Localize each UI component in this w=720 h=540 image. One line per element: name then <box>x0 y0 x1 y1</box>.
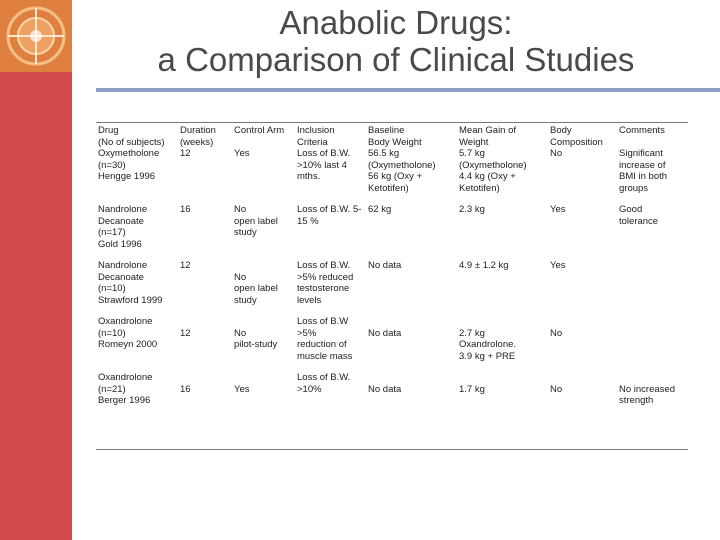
cell-drug: Oxandrolone (n=10) Romeyn 2000 <box>98 316 158 350</box>
cell-baseline: No data <box>368 260 402 271</box>
table-row <box>96 316 688 372</box>
header-comments: Comments <box>619 125 665 136</box>
cell-control: No pilot-study <box>234 327 278 350</box>
cell-drug: Oxymetholone (n=30) Hengge 1996 <box>98 148 160 182</box>
medical-emblem-icon <box>0 0 72 72</box>
table-row <box>96 204 688 260</box>
slide-title <box>92 4 700 78</box>
cell-gain: 5.7 kg (Oxymetholone) 4.4 kg (Oxy + Ketotifen) <box>459 148 527 194</box>
header-drug: Drug (No of subjects) <box>98 125 165 148</box>
cell-control: No open label study <box>234 204 278 238</box>
cell-baseline: No data <box>368 327 402 339</box>
cell-baseline: 62 kg <box>368 204 392 215</box>
cell-composition: No <box>550 148 563 159</box>
header-mean-gain: Mean Gain of Weight <box>459 125 517 148</box>
cell-baseline: 56.5 kg (Oxymetholone) 56 kg (Oxy + Ketotifen) <box>368 148 436 194</box>
table-row <box>96 372 688 449</box>
header-inclusion-criteria: Inclusion Criteria <box>297 125 335 148</box>
cell-inclusion: Loss of B.W >5% reduction of muscle mass <box>297 316 353 362</box>
cell-comments: Good tolerance <box>619 204 659 227</box>
cell-composition: No <box>550 327 563 339</box>
corner-logo <box>0 0 72 72</box>
cell-comments <box>617 260 688 316</box>
cell-control: Yes <box>234 383 250 395</box>
cell-comments: No increased strength <box>619 383 675 406</box>
cell-comments: Significant increase of BMI in both groups <box>619 148 668 194</box>
table-header-row <box>96 123 688 149</box>
studies-table-container <box>96 122 688 450</box>
cell-baseline: No data <box>368 383 402 395</box>
cell-composition: Yes <box>550 260 566 271</box>
cell-inclusion: Loss of B.W. >10% <box>297 372 351 395</box>
cell-inclusion: Loss of B.W. 5- 15 % <box>297 204 362 227</box>
table-row <box>96 148 688 204</box>
cell-inclusion: Loss of B.W. >10% last 4 mths. <box>297 148 351 182</box>
cell-duration: 12 <box>180 327 191 339</box>
cell-comments <box>617 316 688 372</box>
cell-composition: No <box>550 383 563 395</box>
cell-duration: 12 <box>180 260 191 271</box>
cell-composition: Yes <box>550 204 566 215</box>
cell-control: No open label study <box>234 271 278 306</box>
title-divider <box>96 88 720 92</box>
cell-inclusion: Loss of B.W. >5% reduced testosterone levels <box>297 260 354 306</box>
cell-control: Yes <box>234 148 250 159</box>
title-line-1: Anabolic Drugs: <box>279 4 513 41</box>
cell-duration: 16 <box>180 204 191 215</box>
header-baseline-weight: Baseline Body Weight <box>368 125 422 148</box>
title-line-2: a Comparison of Clinical Studies <box>157 41 635 78</box>
cell-duration: 16 <box>180 383 191 395</box>
cell-gain: 2.7 kg Oxandrolone. 3.9 kg + PRE <box>459 327 517 362</box>
table-row <box>96 260 688 316</box>
header-body-composition: Body Composition <box>550 125 603 148</box>
cell-gain: 4.9 ± 1.2 kg <box>459 260 509 271</box>
header-duration: Duration (weeks) <box>180 125 216 148</box>
studies-table <box>96 122 688 450</box>
cell-drug: Nandrolone Decanoate (n=17) Gold 1996 <box>98 204 148 250</box>
cell-drug: Oxandrolone (n=21) Berger 1996 <box>98 372 153 406</box>
cell-gain: 1.7 kg <box>459 383 485 395</box>
cell-drug: Nandrolone Decanoate (n=10) Strawford 1999 <box>98 260 163 306</box>
cell-duration: 12 <box>180 148 191 159</box>
cell-gain: 2.3 kg <box>459 204 485 215</box>
left-accent-bar <box>0 0 72 540</box>
header-control-arm: Control Arm <box>234 125 285 136</box>
